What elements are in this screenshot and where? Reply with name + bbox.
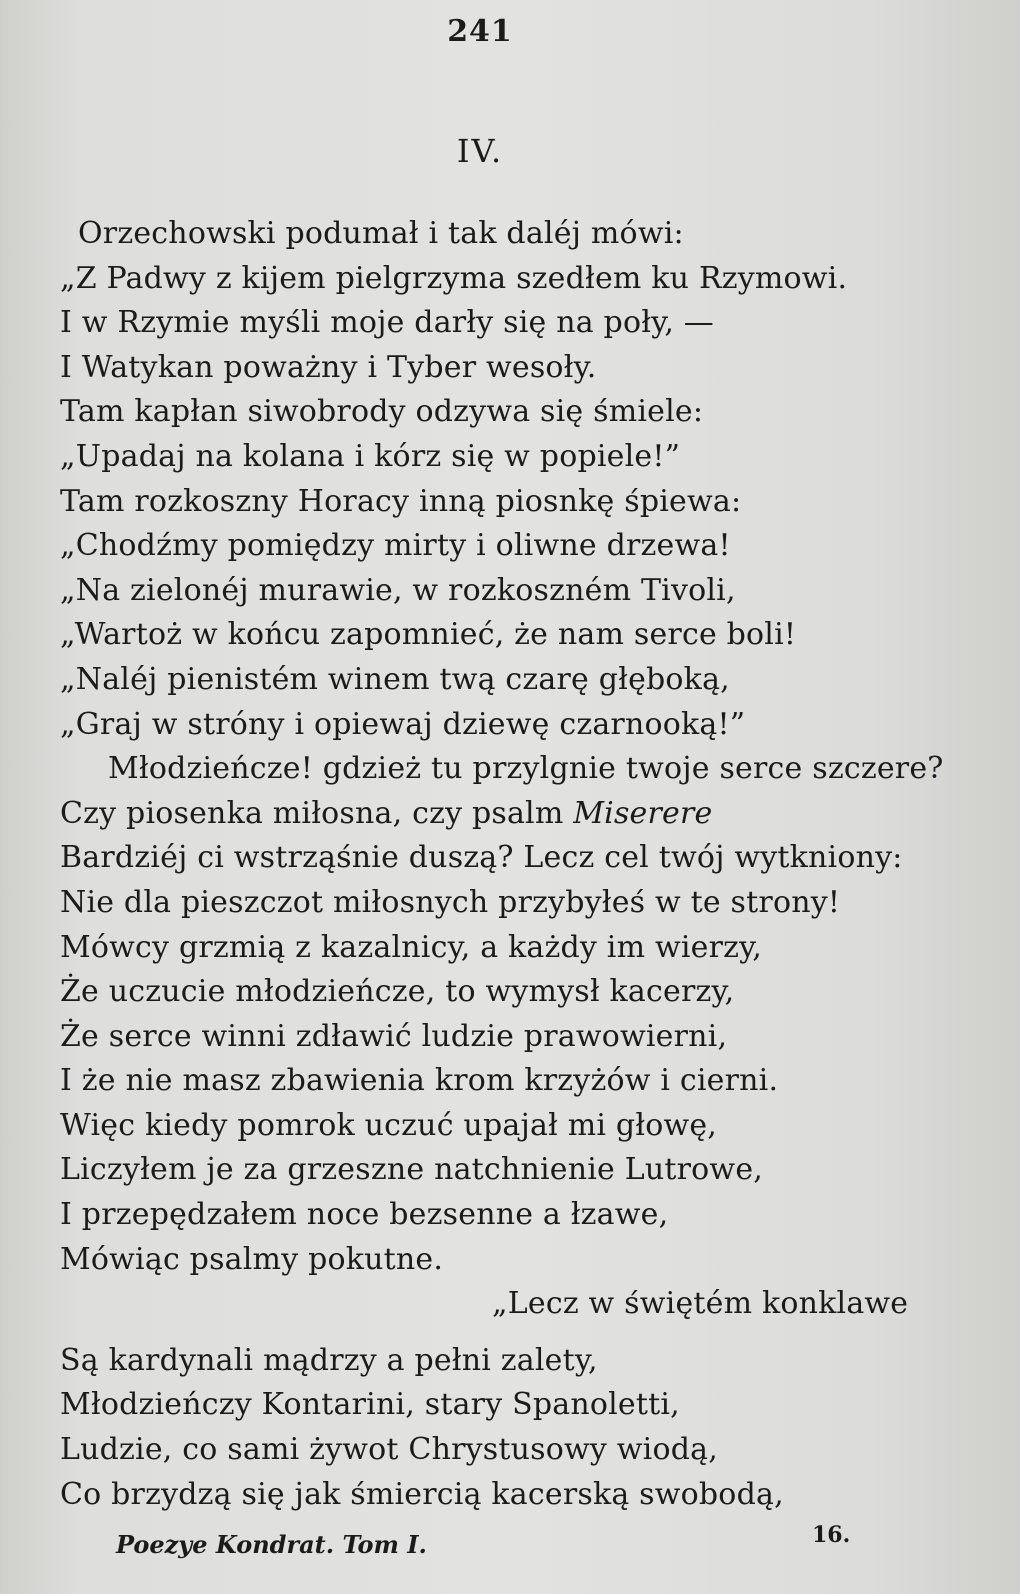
poem-line: „Z Padwy z kijem pielgrzyma szedłem ku Rzymowi. bbox=[60, 260, 848, 296]
poem-line: Więc kiedy pomrok uczuć upajał mi głowę, bbox=[60, 1107, 718, 1143]
poem-line: Że uczucie młodzieńcze, to wymysł kacerzy, bbox=[60, 974, 735, 1010]
footer-book-title: Poezye Kondrat. Tom I. bbox=[116, 1530, 427, 1559]
poem-line: „Upadaj na kolana i kórz się w popiele!” bbox=[60, 438, 681, 474]
poem-line: „Naléj pienistém winem twą czarę głęboką, bbox=[60, 661, 730, 697]
poem-line: Młodzieńcze! gdzież tu przylgnie twoje serce szczere? bbox=[108, 751, 944, 787]
poem-line: I przepędzałem noce bezsenne a łzawe, bbox=[60, 1197, 669, 1233]
poem-line: „Lecz w świętém konklawe bbox=[492, 1286, 909, 1322]
poem-line: Mówiąc psalmy pokutne. bbox=[60, 1241, 444, 1277]
poem-line: Nie dla pieszczot miłosnych przybyłeś w te strony! bbox=[60, 884, 841, 920]
poem-line: Orzechowski podumał i tak daléj mówi: bbox=[78, 216, 684, 251]
poem-line: Ludzie, co sami żywot Chrystusowy wiodą, bbox=[60, 1432, 718, 1468]
poem-line: Co brzydzą się jak śmiercią kacerską swobodą, bbox=[60, 1476, 784, 1512]
page-number: 241 bbox=[447, 14, 513, 49]
italic-word: Miserere bbox=[573, 795, 713, 831]
poem-line: Mówcy grzmią z kazalnicy, a każdy im wierzy, bbox=[60, 929, 763, 965]
poem-line: Tam kapłan siwobrody odzywa się śmiele: bbox=[60, 394, 704, 430]
poem-line: Tam rozkoszny Horacy inną piosnkę śpiewa: bbox=[60, 483, 742, 519]
poem-line: „Graj w stróny i opiewaj dziewę czarnooką!” bbox=[60, 706, 746, 742]
poem-line: Są kardynali mądrzy a pełni zalety, bbox=[60, 1342, 598, 1378]
poem-line: Że serce winni zdławić ludzie prawowierni, bbox=[60, 1018, 728, 1054]
poem-line: Bardziéj ci wstrząśnie duszą? Lecz cel twój wytkniony: bbox=[60, 840, 903, 876]
poem-line: „Chodźmy pomiędzy mirty i oliwne drzewa! bbox=[60, 528, 731, 564]
poem-line: I Watykan poważny i Tyber wesoły. bbox=[60, 349, 597, 385]
poem-line: Młodzieńczy Kontarini, stary Spanoletti, bbox=[60, 1387, 680, 1423]
poem-text bbox=[60, 212, 960, 1517]
poem-line: „Na zielonéj murawie, w rozkoszném Tivoli, bbox=[60, 572, 736, 608]
poem-line: „Wartoż w końcu zapomnieć, że nam serce boli! bbox=[60, 617, 797, 653]
footer-signature-mark: 16. bbox=[812, 1522, 851, 1548]
poem-line-text: Czy piosenka miłosna, czy psalm bbox=[60, 795, 564, 831]
section-heading: IV. bbox=[456, 132, 504, 170]
poem-line: I że nie masz zbawienia krom krzyżów i cierni. bbox=[60, 1063, 779, 1099]
poem-line: Liczyłem je za grzeszne natchnienie Lutrowe, bbox=[60, 1152, 764, 1188]
poem-line bbox=[60, 792, 960, 837]
poem-line: I w Rzymie myśli moje darły się na poły, — bbox=[60, 305, 714, 341]
